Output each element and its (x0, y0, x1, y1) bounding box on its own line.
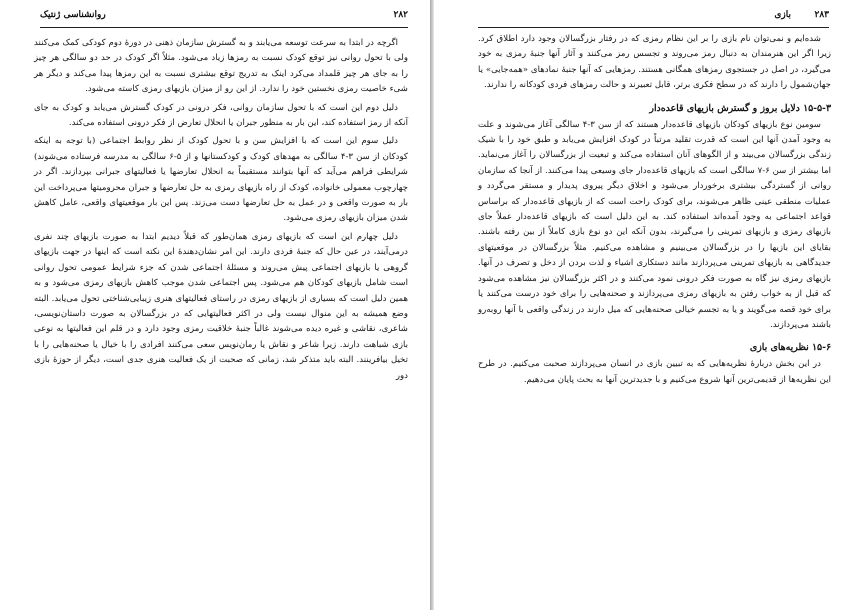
right-page (434, 0, 855, 610)
right-page-number: ۲۸۳ (814, 10, 829, 20)
paragraph: دلیل سوم این است که با افزایش سن و با تحول کودک از نظر روابط اجتماعی (با توجه به اینکه کودکان از سن ۳-۴ سالگی به مهدهای کودک و کودکستانها و از ۵-۶ سالگی به مدرسه فرستاده می‌شوند) شرایطی فراهم می‌آید که آنها بتوانند مستقیماً به انحلال تعارضها یا فعالیتهای جبرانی بپردازند. اگر در چهارچوب معمولی خانواده، کودک از راه بازیهای رمزی به حل تعارضها و جبران محرومیتها می‌پرداخت این بار به صورت واقعی و در عمل به حل تعارضها دست می‌زند. پس این بار موقعیتهای واقعی، عامل کاهش شدن میزان بازیهای رمزی می‌شود. (34, 136, 408, 224)
paragraph: دلیل چهارم این است که بازیهای رمزی همان‌طور که قبلاً دیدیم ابتدا به صورت بازیهای چند نفری درمی‌آیند، در عین حال که جنبهٔ فردی دارند. این امر نشان‌دهندهٔ این نکته است که اینها در جهت بازیهای گروهی یا بازیهای اجتماعی پیش می‌روند و مسئلهٔ اجتماعی شدن که جزء شرایط عمومی تحول روانی است شامل بازیهای کودکان هم می‌شود. پس اجتماعی شدن موجب کاهش بازیهای رمزی می‌شود و به همین دلیل است که بسیاری از بازیهای رمزی در راستای فعالیتهای هنری زیبایی‌شناختی تحول می‌یابد. البته وضع همیشه به این منوال نیست ولی در اکثر فعالیتهایی که در بزرگسالان به صورت داستان‌نویسی، شاعری، نقاشی و غیره دیده می‌شوند غالباً جنبهٔ خلاقیت رمزی وجود دارد و در قلم این فعالیتها به نوعی بازی شباهت دارند. زیرا شاعر و نقاش یا رمان‌نویس سعی می‌کنند افرادی را با خیال یا صحنه‌هایی را با تخیل بیافرینند. البته باید متذکر شد، زمانی که صحبت از یک فعالیت هنری جدی است، دیگر از حوزهٔ بازی دور (34, 231, 408, 381)
section-heading: ۱۵-۶ نظریه‌های بازی (749, 342, 831, 354)
paragraph: در این بخش دربارهٔ نظریه‌هایی که به تبیین بازی در انسان می‌پردازند صحبت می‌کنیم. در طرح این نظریه‌ها از قدیمی‌ترین آنها شروع می‌کنیم و با جدیدترین آنها به بحث پایان می‌دهیم. (478, 359, 831, 385)
left-running-title: روانشناسی ژنتیک (40, 10, 106, 20)
paragraph: دلیل دوم این است که با تحول سازمان روانی، فکر درونی در کودک گسترش می‌یابد و کودک به جای آنکه از رمز استفاده کند، این بار به منظور جبران یا انحلال تعارض از فکر درونی استفاده می‌کند. (34, 102, 408, 129)
left-header-rule (40, 27, 408, 28)
left-page-header (40, 10, 408, 26)
right-running-title: بازی (774, 10, 791, 20)
right-page-header (478, 10, 829, 26)
right-page-body (478, 32, 831, 602)
left-page-body (34, 36, 408, 602)
paragraph: اگرچه در ابتدا به سرعت توسعه می‌یابند و به گسترش سازمان ذهنی در دورهٔ دوم کودکی کمک می‌کنند ولی با تحول روانی نیز توقع کودک نسبت به رمزها زیاد می‌شود. مثلاً اگر کودک در حد دو سالگی هر چیز را به جای هر چیز قلمداد می‌کرد اینک به تدریج توقع بیشتری نسبت به این رمزها پیدا می‌کند و دیگر هر شیء خاصیت رمزی نخستین خود را ندارد. از این رو از میزان بازیهای رمزی کاسته می‌شود. (34, 38, 408, 95)
left-page-number: ۲۸۲ (393, 10, 408, 20)
right-header-rule (478, 27, 829, 28)
section-heading: ۱۵-۵-۳ دلایل بروز و گسترش بازیهای قاعده‌دار (649, 102, 831, 114)
paragraph: سومین نوع بازیهای کودکان بازیهای قاعده‌دار هستند که از سن ۳-۴ سالگی آغاز می‌شوند و علت به وجود آمدن آنها این است که قدرت تقلید مرتباً در کودک افزایش می‌یابد و طبق خود را با شیک زندگی بزرگسالان می‌بیند و از الگوهای آنان استفاده می‌کند و تبعیت از بزرگسالان را آغاز می‌نماید. اما بیشتر از سن ۶-۷ سالگی است که بازیهای قاعده‌دار جای وسیعی پیدا می‌کنند. از آنجا که سازمان روانی از گستردگی بیشتری برخوردار می‌شود و اخلاق دیگر پیروی پدیدار و مستقر می‌گردد و عملیات منطقی عینی ظاهر می‌شوند، برای کودک راحت است که از بازیهای قاعده‌دار که براساس قواعد اجتماعی به وجود آمده‌اند استفاده کند. به این دلیل است که بازیهای قاعده‌دار عملاً جای بازیهای رمزی و بازیهای تمرینی را می‌گیرند، بدون آنکه این دو نوع بازی کاملاً از بین رفته باشند. بقایای این بازیها را در بزرگسالان می‌بینیم و مشاهده می‌کنیم. مثلاً بزرگسالان در موقعیتهای جدیدگاهی به بازیهای تمرینی می‌پردازند مانند دستکاری اشیاء و لذت بردن از دخل و تصرف در آنها. بازیهای رمزی نیز گاه به صورت فکر درونی نمود می‌کنند و در اکثر بزرگسالان نیز مشاهده می‌شود که قبل از به خواب رفتن به بازیهای رمزی می‌پردازند و صحنه‌هایی را برای خود درست می‌کنند یا برای خود قصه می‌گویند و یا به تجسم خیالی صحنه‌هایی که میل دارند در زندگی واقعی با آنها روبه‌رو باشند می‌پردازند. (478, 119, 831, 330)
paragraph: شده‌ایم و نمی‌توان نام بازی را بر این نظام رمزی که در رفتار بزرگسالان وجود دارد اطلاق کرد. زیرا اگر این هنرمندان به دنبال رمز می‌روند و تجسس رمز می‌کنند و آثار آنها جنبهٔ رمزی به خود می‌گیرد، در اصل در جستجوی رمزهای همگانی هستند. رمزهایی که آنها جنبهٔ نمادهای «همه‌جایی» یا جهان‌شمول را دارند که در سطح فکری برتر، قابل تعبیرند و حالت رمزهای فردی کودکانه را ندارند. (478, 34, 831, 91)
